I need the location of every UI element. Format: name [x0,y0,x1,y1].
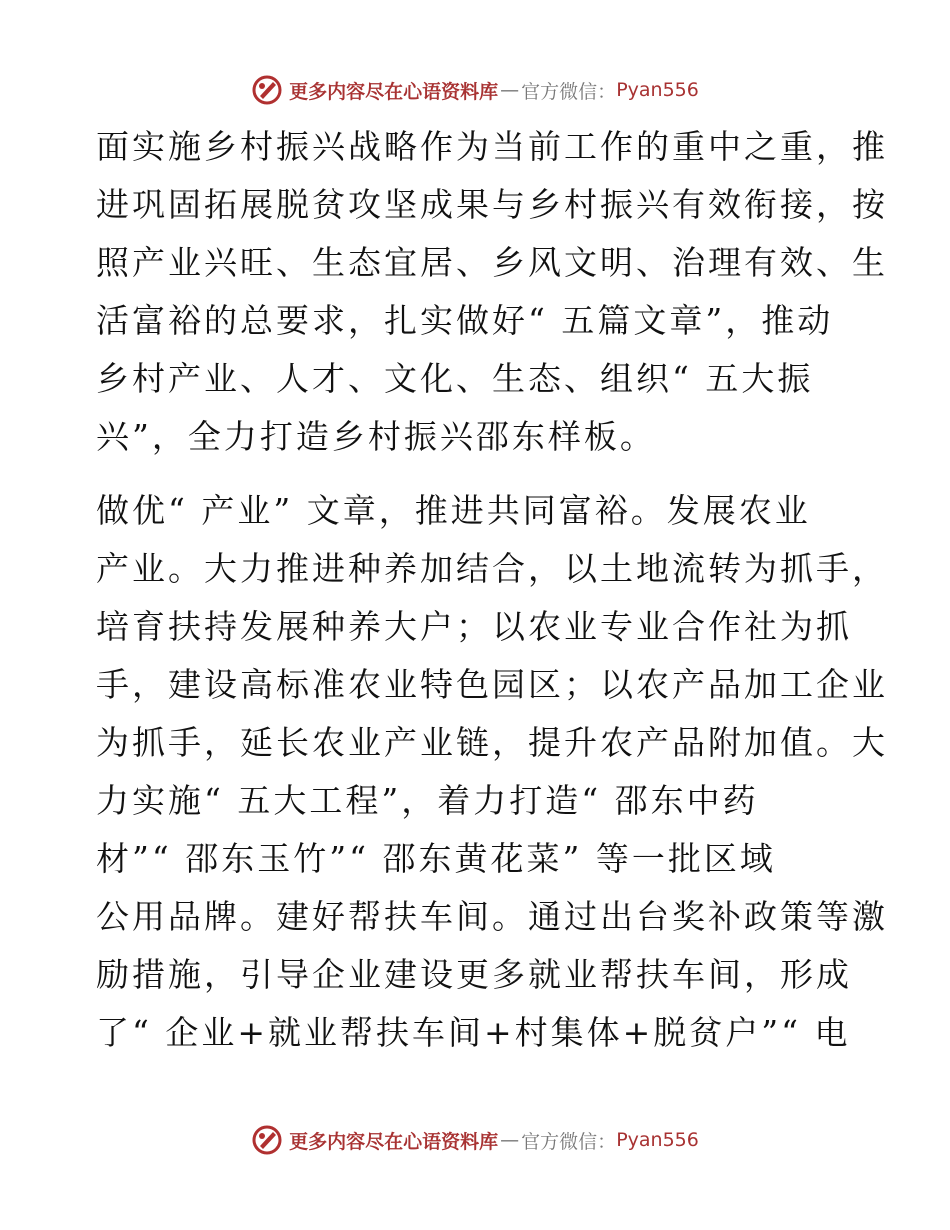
text-line: 活富裕的总要求，扎实做好“ 五篇文章”，推动 [96,301,834,340]
brand-logo-icon [251,1124,283,1156]
text-line: 了“ 企业+就业帮扶车间+村集体+脱贫户”“ 电 [96,1013,851,1052]
watermark-separator: — [500,1129,520,1151]
text-line: 励措施，引导企业建设更多就业帮扶车间，形成 [96,955,852,994]
watermark-footer [0,1122,950,1158]
text-line: 面实施乡村振兴战略作为当前工作的重中之重，推 [96,127,888,166]
text-line: 力实施“ 五大工程”，着力打造“ 邵东中药 [96,781,759,820]
text-line: 进巩固拓展脱贫攻坚成果与乡村振兴有效衔接，按 [96,185,888,224]
watermark-separator: — [500,79,520,101]
brand-logo-icon [251,74,283,106]
paragraph-gap [96,466,856,482]
text-line: 乡村产业、人才、文化、生态、组织“ 五大振 [96,359,814,398]
text-line: 产业。大力推进种养加结合，以土地流转为抓手， [96,549,888,588]
text-line: 培育扶持发展种养大户；以农业专业合作社为抓 [96,607,852,646]
text-line: 做优“ 产业” 文章，推进共同富裕。发展农业 [96,491,811,530]
text-line: 材”“ 邵东玉竹”“ 邵东黄花菜” 等一批区域 [96,839,776,878]
text-line: 手，建设高标准农业特色园区；以农产品加工企业 [96,665,888,704]
document-body [96,118,888,1062]
text-line: 照产业兴旺、生态宜居、乡风文明、治理有效、生 [96,243,888,282]
paragraph-1 [96,118,888,466]
watermark-wechat-id: Pyan556 [616,79,699,101]
watermark-header [0,72,950,108]
text-line: 公用品牌。建好帮扶车间。通过出台奖补政策等激 [96,897,888,936]
watermark-text: 更多内容尽在心语资料库 [289,80,499,103]
text-line: 为抓手，延长农业产业链，提升农产品附加值。大 [96,723,888,762]
watermark-wechat-label: 官方微信： [521,1130,617,1153]
paragraph-2 [96,482,888,1062]
watermark-wechat-label: 官方微信： [521,80,617,103]
text-line: 兴”，全力打造乡村振兴邵东样板。 [96,417,656,456]
watermark-wechat-id: Pyan556 [616,1129,699,1151]
watermark-text: 更多内容尽在心语资料库 [289,1130,499,1153]
